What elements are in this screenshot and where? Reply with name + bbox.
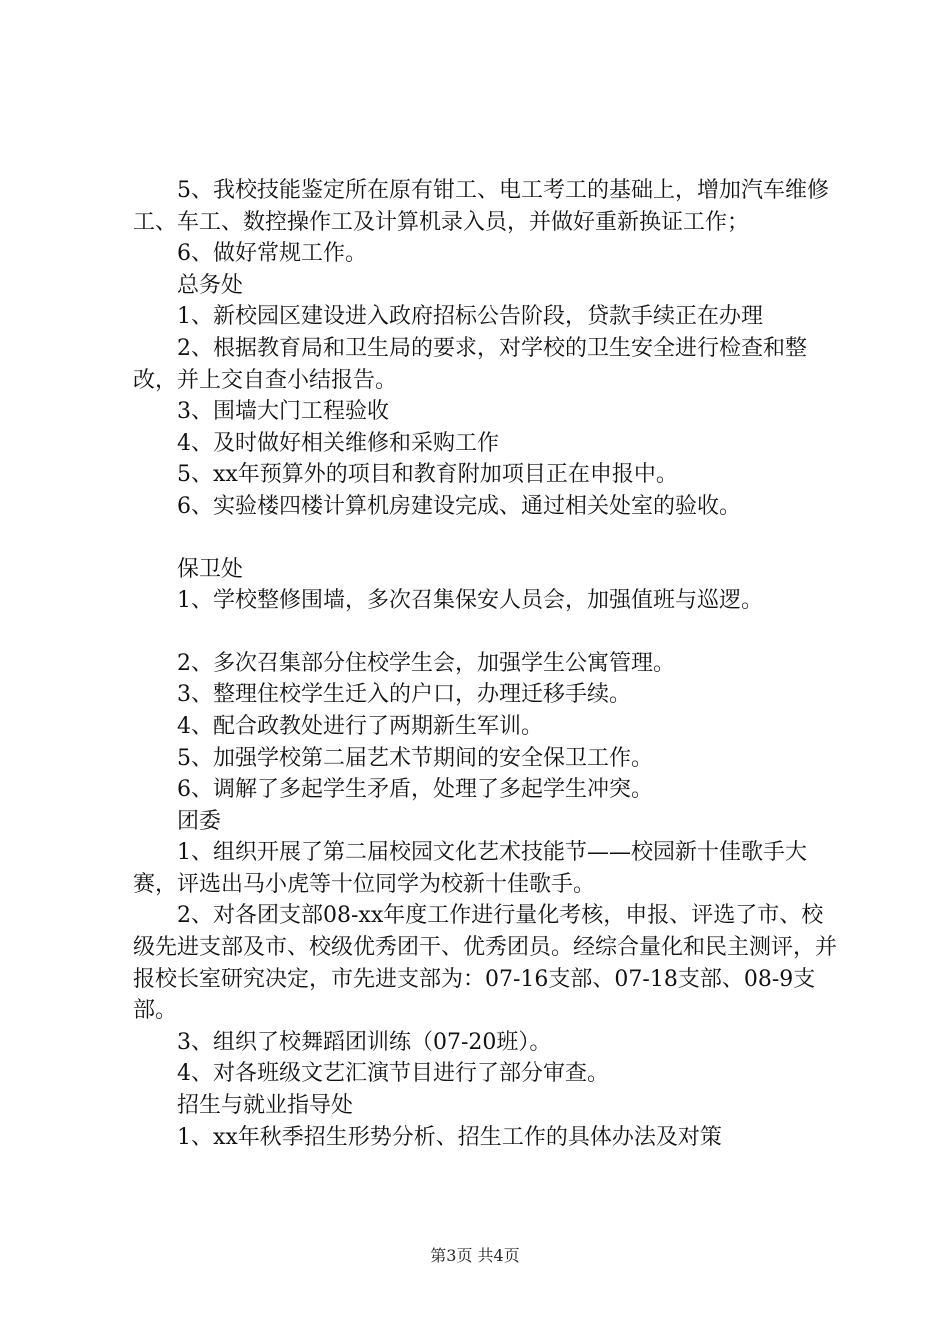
paragraph: 5、我校技能鉴定所在原有钳工、电工考工的基础上，增加汽车维修工、车工、数控操作工及计算机录入员，并做好重新换证工作；: [133, 178, 829, 235]
paragraph: 4、对各班级文艺汇演节目进行了部分审查。: [177, 1061, 609, 1087]
paragraph: 1、组织开展了第二届校园文化艺术技能节——校园新十佳歌手大赛，评选出马小虎等十位同学为校新十佳歌手。: [133, 840, 807, 897]
paragraph: 1、学校整修围墙，多次召集保安人员会，加强值班与巡逻。: [177, 588, 763, 614]
paragraph: 4、配合政教处进行了两期新生军训。: [177, 713, 543, 739]
paragraph: 3、整理住校学生迁入的户口，办理迁移手续。: [177, 682, 631, 708]
paragraph: 6、做好常规工作。: [177, 241, 367, 267]
section-heading: 总务处: [177, 272, 244, 298]
paragraph: 1、新校园区建设进入政府招标公告阶段，贷款手续正在办理: [177, 304, 763, 330]
paragraph: 3、组织了校舞蹈团训练（07-20班）。: [177, 1029, 552, 1055]
paragraph: 5、xx年预算外的项目和教育附加项目正在申报中。: [177, 462, 678, 488]
paragraph: 4、及时做好相关维修和采购工作: [177, 430, 499, 456]
paragraph: 3、围墙大门工程验收: [177, 399, 389, 425]
page-number-footer: 第3页 共4页: [430, 1246, 520, 1265]
document-body: [133, 175, 843, 1153]
paragraph: 2、对各团支部08-xx年度工作进行量化考核，申报、评选了市、校级先进支部及市、校级优秀团干、优秀团员。经综合量化和民主测评，并报校长室研究决定，市先进支部为：07-16支部、07-18支部、08-9支部。: [133, 903, 838, 1024]
paragraph: 6、实验楼四楼计算机房建设完成、通过相关处室的验收。: [177, 493, 741, 519]
paragraph: 1、xx年秋季招生形势分析、招生工作的具体办法及对策: [177, 1124, 722, 1150]
paragraph: 5、加强学校第二届艺术节期间的安全保卫工作。: [177, 745, 653, 771]
paragraph: 2、多次召集部分住校学生会，加强学生公寓管理。: [177, 650, 675, 676]
section-heading: 保卫处: [177, 556, 244, 582]
paragraph: 6、调解了多起学生矛盾，处理了多起学生冲突。: [177, 777, 653, 803]
paragraph: 2、根据教育局和卫生局的要求，对学校的卫生安全进行检查和整改，并上交自查小结报告。: [133, 335, 807, 393]
section-heading: 团委: [177, 808, 222, 834]
section-heading: 招生与就业指导处: [177, 1093, 354, 1119]
